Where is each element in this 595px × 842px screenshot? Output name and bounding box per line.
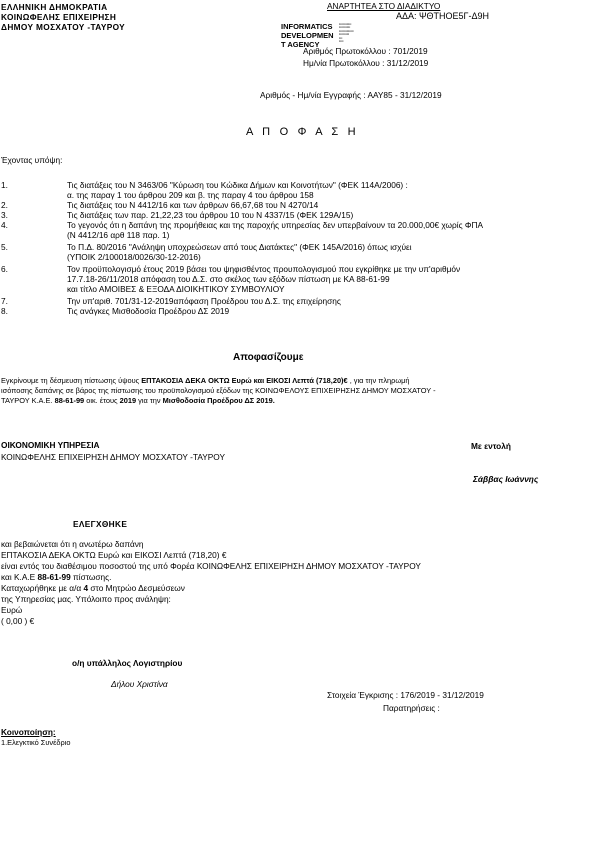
finance-service-label: ΟΙΚΟΝΟΜΙΚΗ ΥΠΗΡΕΣΙΑ [1,440,100,450]
accounting-officer-label: ο/η υπάλληλος Λογιστηρίου [72,658,183,668]
list-item: 7. Την υπ'αριθ. 701/31-12-2019απόφαση Προέδρου του Δ.Σ. της επιχείρησης [1,296,341,306]
list-item: 5. Το Π.Δ. 80/2016 "Ανάληψη υποχρεώσεων από τους Διατάκτες" (ΦΕΚ 145Α/2016) όπως ισχύει (ΥΠΟΙΚ 2/100018/0026/30-12-2016) [1,242,412,262]
protocol-date: Ημ/νία Πρωτοκόλλου : 31/12/2019 [303,58,429,68]
ada-code: ΑΔΑ: ΨΘΤΗΟΕ5Γ-Δ9Η [396,11,490,21]
stamp-fine-print: ▪▪▪▪▪▪▪▪▪▪▪ ▪▪▪▪▪▪▪▪▪▪ ▪▪▪▪▪▪▪▪▪▪▪▪▪ ▪▪▪▪▪▪▪▪▪ ▪▪▪ ▪▪▪▪ [339,22,354,44]
checked-text: και βεβαιώνεται ότι η ανωτέρω δαπάνη ΕΠΤΑΚΟΣΙΑ ΔΕΚΑ ΟΚΤΩ Ευρώ και ΕΙΚΟΣΙ Λεπτά (718,20) € είναι εντός του διαθέσιμου ποσοστού της υπό Φορέα ΚΟΙΝΩΦΕΛΗΣ ΕΠΙΧΕΙΡΗΣΗ ΔΗΜΟΥ ΜΟΣΧΑΤΟΥ -ΤΑΥΡΟΥ και Κ.Α.Ε 88-61-99 πίστωσης. Καταχωρήθηκε με α/α 4 στο Μητρώο Δεσμεύσεων της Υπηρεσίας μας. Υπόλοιπο προς ανάληψη: Ευρώ ( 0,00 ) € [1,539,421,626]
approval-details: Στοιχεία Έγκρισης : 176/2019 - 31/12/2019 [327,690,484,700]
protocol-number: Αριθμός Πρωτοκόλλου : 701/2019 [303,46,428,56]
checked-heading: ΕΛΕΓΧΘΗΚΕ [73,519,128,529]
signer-name: Σάββας Ιωάννης [473,474,539,484]
list-item: 6. Τον προϋπολογισμό έτους 2019 βάσει του ψηφισθέντος προυπολογισμού που εγκρίθηκε με την υπ'αριθμόν 17.7.18-26/11/2018 απόφαση του Δ.Σ. στο σκέλος των εξόδων πίστωση με ΚΑ 88-61-99 και τίτλο ΑΜΟΙΒΕΣ & ΕΞΟΔΑ ΔΙΟΙΚΗΤΙΚΟΥ ΣΥΜΒΟΥΛΙΟΥ [1,264,461,294]
agency-stamp: INFORMATICS DEVELOPMEN T AGENCY [281,22,334,49]
list-item: 4. Το γεγονός ότι η δαπάνη της προμήθειας και της παροχής υπηρεσίας δεν υπερβαίνουν τα 20.000,00€ χωρίς ΦΠΑ (Ν 4412/16 αρθ 118 παρ. 1) [1,220,484,240]
list-item: 3. Τις διατάξεις των παρ. 21,22,23 του άρθρου 10 του Ν 4337/15 (ΦΕΚ 129Α/15) [1,210,354,220]
by-order-label: Με εντολή [471,441,511,451]
document-title: Α Π Ο Φ Α Σ Η [246,126,359,138]
considerations-list [0,180,595,316]
list-item: 2. Τις διατάξεις του Ν 4412/16 και των άρθρων 66,67,68 του Ν 4270/14 [1,200,319,210]
notification-item: 1.Ελεγκτικό Συνέδριο [1,738,71,747]
posted-online-label: ΑΝΑΡΤΗΤΕΑ ΣΤΟ ΔΙΑΔΙΚΤΥΟ [327,1,441,11]
organization-header [1,2,125,32]
remarks-label: Παρατηρήσεις : [383,703,440,713]
list-item: 1. Τις διατάξεις του Ν 3463/06 "Κύρωση του Κώδικα Δήμων και Κοινοτήτων" (ΦΕΚ 114Α/2006) : α. της παραγ 1 του άρθρου 209 και β. της παραγ 4 του άρθρου 158 [1,180,408,200]
accounting-officer-name: Δήλου Χριστίνα [111,679,168,689]
notification-label: Κοινοποίηση: [1,727,56,737]
finance-entity: ΚΟΙΝΩΦΕΛΗΣ ΕΠΙΧΕΙΡΗΣΗ ΔΗΜΟΥ ΜΟΣΧΑΤΟΥ -ΤΑΥΡΟΥ [1,452,226,462]
org-line: ΚΟΙΝΩΦΕΛΗΣ ΕΠΙΧΕΙΡΗΣΗ [1,12,117,22]
registry-number: Αριθμός - Ημ/νία Εγγραφής : ΑΑΥ85 - 31/12/2019 [260,90,442,100]
org-line: ΕΛΛΗΝΙΚΗ ΔΗΜΟΚΡΑΤΙΑ [1,2,108,12]
org-line: ΔΗΜΟΥ ΜΟΣΧΑΤΟΥ -ΤΑΥΡΟΥ [1,22,126,32]
list-item: 8. Τις ανάγκες Μισθοδοσία Προέδρου ΔΣ 2019 [1,306,230,316]
decision-text: Εγκρίνουμε τη δέσμευση πίστωσης ύψους ΕΠΤΑΚΟΣΙΑ ΔΕΚΑ ΟΚΤΩ Ευρώ και ΕΙΚΟΣΙ Λεπτά (718,20)€ , για την πληρωμή ισόποσης δαπάνης σε βάρος της πίστωσης του προϋπολογισμού εξόδων της ΚΟΙΝΩΦΕΛΟΥΣ ΕΠΙΧΕΙΡΗΣΗΣ ΔΗΜΟΥ ΜΟΣΧΑΤΟΥ - ΤΑΥΡΟΥ Κ.Α.Ε. 88-61-99 οικ. έτους 2019 για την Μισθοδοσία Προέδρου ΔΣ 2019. [1,376,436,405]
decision-heading: Αποφασίζουμε [233,352,304,363]
decision-amount: ΕΠΤΑΚΟΣΙΑ ΔΕΚΑ ΟΚΤΩ Ευρώ και ΕΙΚΟΣΙ Λεπτά (718,20)€ [141,376,348,385]
having-regard-label: Έχοντας υπόψη: [1,155,63,165]
